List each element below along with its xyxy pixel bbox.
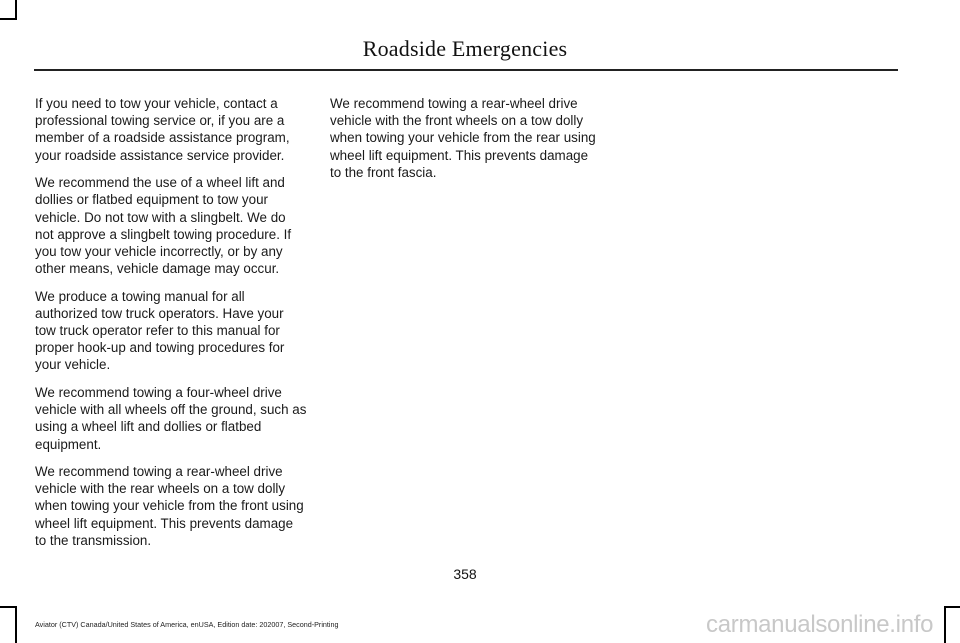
watermark: carmanualsonline.info (706, 611, 934, 638)
crop-mark-bottom-right-horizontal (944, 606, 960, 608)
title-divider (34, 69, 898, 71)
page-number: 358 (453, 566, 477, 582)
paragraph-towing-manual: We produce a towing manual for all authorized tow truck operators. Have your tow truck operator refer to this manual for proper hook-up and towing procedures for your vehicle. (35, 288, 285, 373)
crop-mark-bottom-left-horizontal (0, 606, 16, 608)
edition-footer: Aviator (CTV) Canada/United States of America, enUSA, Edition date: 202007, Second-Printing (35, 620, 339, 629)
paragraph-rear-wheel-drive-front: We recommend towing a rear-wheel drive vehicle with the rear wheels on a tow dolly when towing your vehicle from the front using wheel lift equipment. This prevents damage to the transmission. (35, 464, 304, 548)
paragraph-rear-wheel-drive-rear: We recommend towing a rear-wheel drive vehicle with the front wheels on a tow dolly when towing your vehicle from the rear using wheel lift equipment. This prevents damage to the front fascia. (330, 96, 596, 180)
middle-column (330, 95, 602, 191)
paragraph-wheel-lift-recommendation: We recommend the use of a wheel lift and dollies or flatbed equipment to tow your vehicle. Do not tow with a slingbelt. We do not approve a slingbelt towing procedure. If you tow your vehicle incorrectly, or by any other means, vehicle damage may occur. (35, 175, 292, 277)
page-title: Roadside Emergencies (362, 36, 568, 61)
crop-mark-bottom-right-vertical (944, 606, 946, 643)
crop-mark-bottom-left-vertical (15, 606, 17, 643)
left-column (35, 95, 307, 559)
paragraph-contact-towing: If you need to tow your vehicle, contact a professional towing service or, if you are a member of a roadside assistance program, your roadside assistance service provider. (35, 96, 290, 163)
crop-mark-top-left-vertical (15, 0, 17, 20)
crop-mark-top-left-horizontal (0, 18, 16, 20)
paragraph-four-wheel-drive: We recommend towing a four-wheel drive vehicle with all wheels off the ground, such as using a wheel lift and dollies or flatbed equipment. (35, 384, 307, 452)
